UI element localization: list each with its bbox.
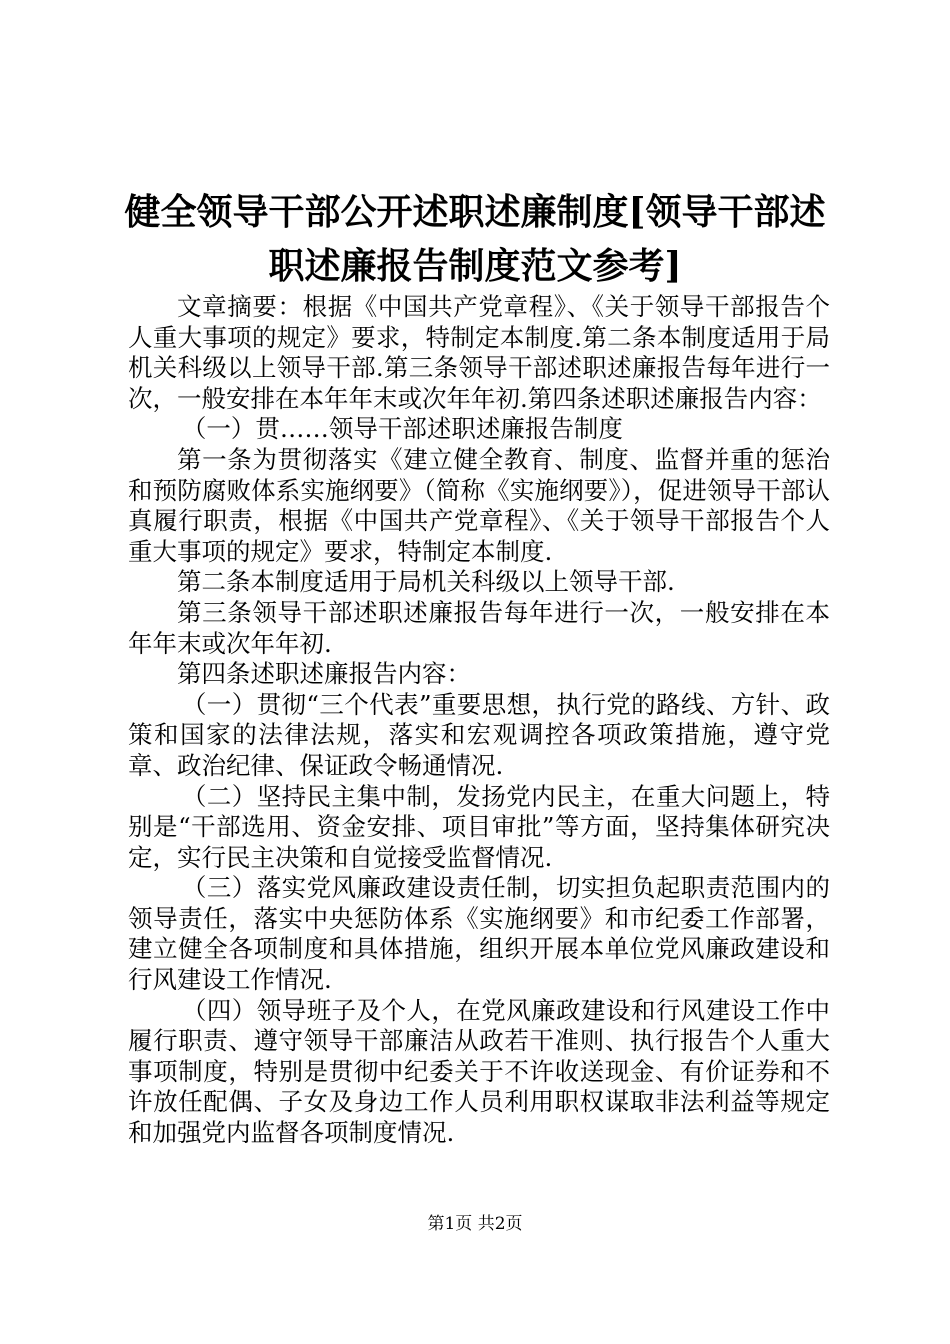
document-title-line-1: 健全领导干部公开述职述廉制度[领导干部述 <box>124 191 826 233</box>
document-body <box>128 292 830 1149</box>
abstract-paragraph: 文章摘要：根据《中国共产党章程》、《关于领导干部报告个人重大事项的规定》要求，特制定本制度.第二条本制度适用于局机关科级以上领导干部.第三条领导干部述职述廉报告每年进行一次，一般安排在本年年末或次年年初.第四条述职述廉报告内容： <box>128 292 830 413</box>
item-4-paragraph: （四）领导班子及个人，在党风廉政建设和行风建设工作中履行职责、遵守领导干部廉洁从政若干准则、执行报告个人重大事项制度，特别是贯彻中纪委关于不许收送现金、有价证券和不许放任配偶、子女及身边工作人员利用职权谋取非法利益等规定和加强党内监督各项制度情况. <box>128 995 830 1148</box>
article-4-paragraph: 第四条述职述廉报告内容： <box>177 659 471 689</box>
item-1-paragraph: （一）贯彻“三个代表”重要思想，执行党的路线、方针、政策和国家的法律法规，落实和宏观调控各项政策措施，遵守党章、政治纪律、保证政令畅通情况. <box>128 689 830 780</box>
item-2-paragraph: （二）坚持民主集中制，发扬党内民主，在重大问题上，特别是“干部选用、资金安排、项目审批”等方面，坚持集体研究决定，实行民主决策和自觉接受监督情况. <box>128 781 830 872</box>
item-3-paragraph: （三）落实党风廉政建设责任制，切实担负起职责范围内的领导责任，落实中央惩防体系《实施纲要》和市纪委工作部署，建立健全各项制度和具体措施，组织开展本单位党风廉政建设和行风建设工作情况. <box>128 873 830 995</box>
document-title-line-2: 职述廉报告制度范文参考] <box>268 245 682 287</box>
page-footer: 第1页 共2页 <box>427 1214 523 1234</box>
section-heading: （一）贯……领导干部述职述廉报告制度 <box>181 414 623 444</box>
article-1-paragraph: 第一条为贯彻落实《建立健全教育、制度、监督并重的惩治和预防腐败体系实施纲要》（简称《实施纲要》），促进领导干部认真履行职责，根据《中国共产党章程》、《关于领导干部报告个人重大事项的规定》要求，特制定本制度. <box>128 444 830 566</box>
article-3-paragraph: 第三条领导干部述职述廉报告每年进行一次，一般安排在本年年末或次年年初. <box>128 597 830 658</box>
article-2-paragraph: 第二条本制度适用于局机关科级以上领导干部. <box>177 567 675 597</box>
